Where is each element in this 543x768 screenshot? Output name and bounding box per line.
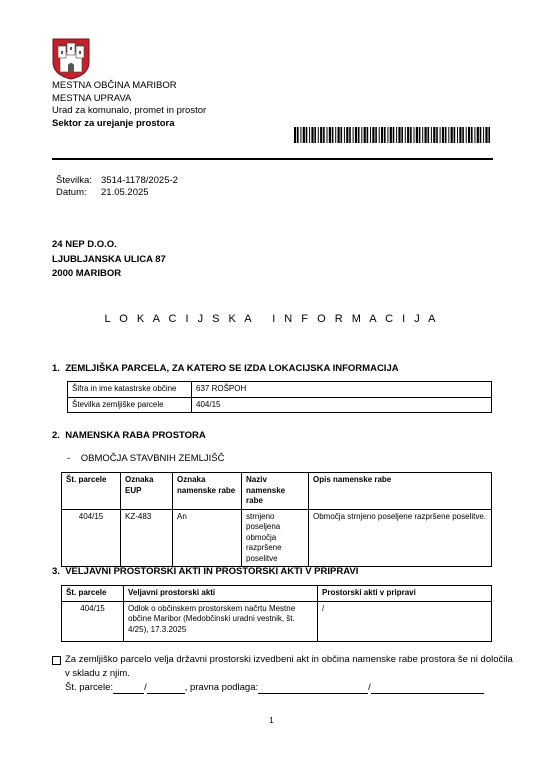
section2-subtitle: - OBMOČJA STAVBNIH ZEMLJIŠČ [67, 453, 225, 464]
barcode-bar [468, 127, 470, 143]
column-header: Naziv namenske rabe [242, 473, 309, 510]
parcel-basis-line [65, 682, 484, 694]
section3-title: 3. VELJAVNI PROSTORSKI AKTI IN PROSTORSKI AKTI V PRIPRAVI [52, 566, 359, 577]
column-header: Veljavni prostorski akti [124, 586, 318, 602]
barcode-bar [422, 127, 423, 143]
column-header: Prostorski akti v pripravi [318, 586, 492, 602]
barcode-bar [332, 127, 334, 143]
header-divider [52, 158, 493, 160]
table-cell: Odlok o občinskem prostorskem načrtu Mestne občine Maribor (Medobčinski uradni vestnik, št. 4/25), 17.3.2025 [124, 601, 318, 641]
parcel-number-field[interactable] [113, 683, 144, 694]
recipient-street: LJUBLJANSKA ULICA 87 [52, 253, 166, 265]
barcode-bar [477, 127, 479, 143]
barcode-bar [306, 127, 308, 143]
column-header: Št. parcele [62, 586, 124, 602]
barcode-bar [318, 127, 319, 143]
issuer-municipality: MESTNA OBČINA MARIBOR [52, 80, 177, 91]
barcode-bar [471, 127, 473, 143]
recipient-address [52, 238, 166, 282]
barcode-bar [414, 127, 415, 143]
column-header: Oznaka EUP [121, 473, 173, 510]
issuer-sector: Sektor za urejanje prostora [52, 117, 175, 129]
legal-basis-field-2[interactable] [371, 683, 484, 694]
barcode-bar [407, 127, 409, 143]
barcode-bar [327, 127, 328, 143]
barcode-bar [454, 127, 456, 143]
barcode-bar [401, 127, 403, 143]
barcode-bar [381, 127, 383, 143]
barcode-bar [367, 127, 369, 143]
table-cell: strnjeno poseljena območja razpršene poselitve [242, 509, 309, 567]
recipient-name: 24 NEP D.O.O. [52, 239, 117, 250]
table-header-row [62, 473, 492, 510]
barcode-bar [303, 127, 305, 143]
table-cell: KZ-483 [121, 509, 173, 567]
column-header: Opis namenske rabe [309, 473, 492, 510]
barcode-bar [442, 127, 444, 143]
barcode-bar [483, 127, 484, 143]
barcode-bar [398, 127, 400, 143]
barcode-bar [323, 127, 325, 143]
barcode-bar [396, 127, 397, 143]
basis-label: , pravna podlaga: [184, 682, 259, 693]
table-cell: 404/15 [192, 397, 492, 413]
legal-basis-field-1[interactable] [258, 683, 368, 694]
table-header-row [62, 586, 492, 602]
barcode-bar [341, 127, 343, 143]
document-meta [56, 175, 256, 199]
barcode-bar [349, 127, 351, 143]
table-row [68, 397, 492, 413]
barcode-bar [448, 127, 449, 143]
barcode-bar [431, 127, 432, 143]
column-header: Oznaka namenske rabe [173, 473, 242, 510]
barcode-bar [425, 127, 427, 143]
table-cell: Številka zemljiške parcele [68, 397, 192, 413]
recipient-city: 2000 MARIBOR [52, 268, 122, 279]
barcode-bar [440, 127, 441, 143]
barcode-bar [457, 127, 458, 143]
document-barcode [294, 127, 492, 143]
barcode-bar [436, 127, 438, 143]
barcode-bar [466, 127, 467, 143]
barcode-bar [488, 127, 490, 143]
table-cell: 637 ROŠPOH [192, 382, 492, 398]
barcode-bar [384, 127, 386, 143]
barcode-bar [387, 127, 388, 143]
document-title: L O K A C I J S K A I N F O R M A C I J A [104, 313, 439, 325]
barcode-bar [445, 127, 447, 143]
state-act-statement [65, 654, 513, 680]
state-act-checkbox[interactable] [52, 656, 61, 665]
parcel-slash: / [144, 682, 147, 693]
parcel-label: Št. parcele: [65, 682, 114, 693]
date-value: 21.05.2025 [101, 187, 149, 198]
barcode-bar [419, 127, 421, 143]
barcode-bar [451, 127, 453, 143]
statement-line-1: Za zemljiško parcelo velja državni prostorski izvedbeni akt in občina namenske rabe prostora še ni določila [65, 654, 513, 665]
barcode-bar [416, 127, 418, 143]
barcode-bar [459, 127, 461, 143]
table-cell: Območja strnjeno poseljene razpršene poselitve. [309, 509, 492, 567]
date-label: Datum: [56, 187, 87, 198]
barcode-bar [370, 127, 371, 143]
barcode-bar [485, 127, 487, 143]
column-header: Št. parcele [62, 473, 121, 510]
barcode-bar [480, 127, 482, 143]
barcode-bar [375, 127, 377, 143]
maribor-coat-of-arms-logo [52, 38, 90, 80]
parcel-table [67, 381, 492, 413]
table-cell: 404/15 [62, 601, 124, 641]
land-use-table [61, 472, 492, 567]
barcode-bar [320, 127, 322, 143]
barcode-bar [335, 127, 336, 143]
barcode-bar [428, 127, 430, 143]
table-row [62, 509, 492, 567]
spatial-acts-table [61, 585, 492, 642]
barcode-bar [314, 127, 316, 143]
barcode-bar [474, 127, 475, 143]
section2-title: 2. NAMENSKA RABA PROSTORA [52, 430, 206, 441]
parcel-subnumber-field[interactable] [147, 683, 185, 694]
table-row [68, 382, 492, 398]
barcode-bar [358, 127, 360, 143]
table-cell: 404/15 [62, 509, 121, 567]
table-cell: / [318, 601, 492, 641]
barcode-bar [405, 127, 406, 143]
barcode-bar [361, 127, 362, 143]
barcode-bar [309, 127, 310, 143]
table-row [62, 601, 492, 641]
issuer-administration: MESTNA UPRAVA [52, 92, 132, 104]
number-value: 3514-1178/2025-2 [101, 175, 178, 186]
barcode-bar [355, 127, 357, 143]
barcode-bar [300, 127, 301, 143]
barcode-bar [344, 127, 345, 143]
barcode-bar [364, 127, 366, 143]
barcode-bar [311, 127, 313, 143]
barcode-bar [390, 127, 392, 143]
issuer-header [52, 80, 206, 130]
issuer-office: Urad za komunalo, promet in prostor [52, 105, 207, 116]
barcode-bar [329, 127, 331, 143]
barcode-bar [393, 127, 395, 143]
page-number: 1 [269, 716, 274, 725]
barcode-bar [346, 127, 348, 143]
barcode-bar [462, 127, 464, 143]
basis-slash: / [368, 682, 371, 693]
statement-line-2: v skladu z njim. [65, 668, 130, 679]
barcode-bar [410, 127, 412, 143]
barcode-bar [433, 127, 435, 143]
section1-title: 1. ZEMLJIŠKA PARCELA, ZA KATERO SE IZDA LOKACIJSKA INFORMACIJA [52, 363, 399, 374]
number-label: Številka: [56, 175, 92, 186]
barcode-bar [372, 127, 374, 143]
barcode-bar [379, 127, 380, 143]
barcode-bar [353, 127, 354, 143]
barcode-bar [294, 127, 296, 143]
barcode-bar [297, 127, 299, 143]
table-cell: An [173, 509, 242, 567]
table-cell: Šifra in ime katastrske občine [68, 382, 192, 398]
barcode-bar [338, 127, 340, 143]
